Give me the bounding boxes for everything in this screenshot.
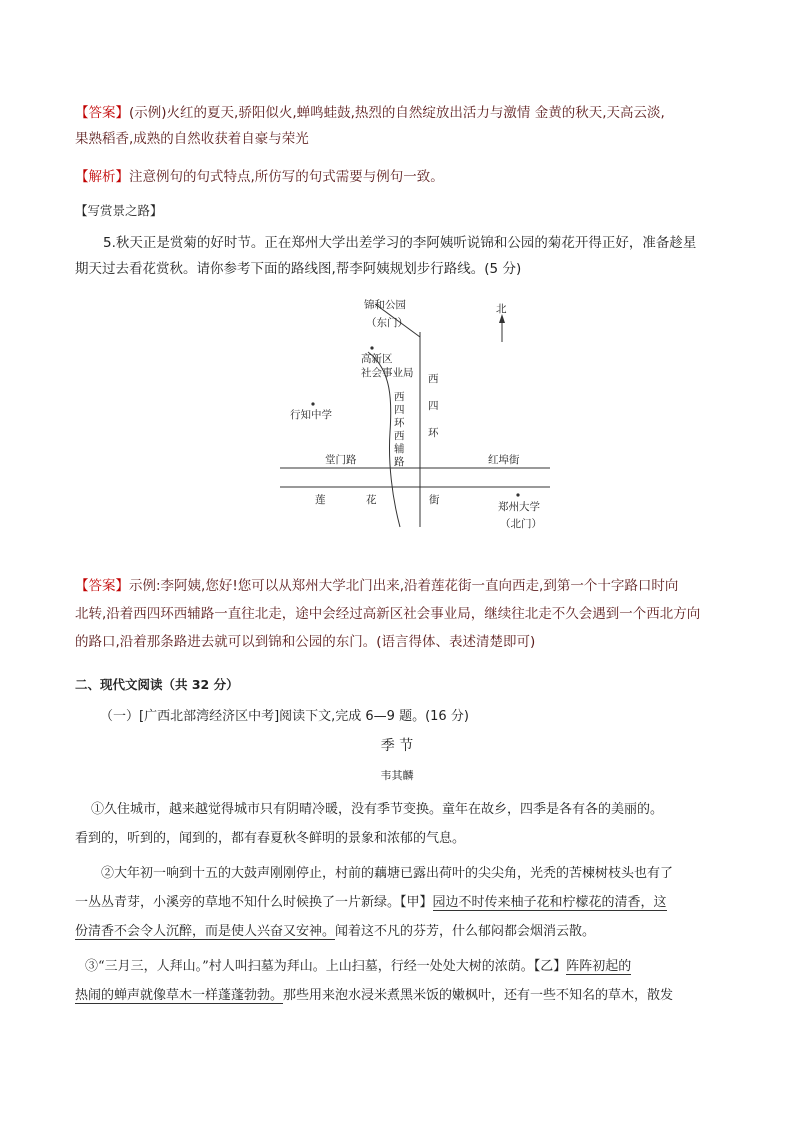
paragraph-2-line1: ②大年初一响到十五的大鼓声刚刚停止，村前的藕塘已露出荷叶的尖尖角，光秃的苦楝树枝头也有了 bbox=[101, 866, 674, 881]
paragraph-3-line1-text: ③“三月三，人拜山。”村人叫扫墓为拜山。上山扫墓，行经一处处大树的浓荫。【乙】 bbox=[85, 959, 567, 974]
paragraph-3-line1 bbox=[75, 952, 725, 981]
lianhua-char-2: 花 bbox=[366, 494, 377, 506]
frontage-char-1: 西 bbox=[394, 391, 405, 403]
park-name-label: 锦和公园 bbox=[364, 299, 406, 311]
q4-analysis bbox=[75, 164, 725, 190]
answer-text-line1: 示例:李阿姨,您好!您可以从郑州大学北门出来,沿着莲花街一直向西走,到第一个十字路口时向 bbox=[129, 578, 679, 594]
paragraph-1-line1: ①久住城市，越来越觉得城市只有阴晴冷暖，没有季节变换。童年在故乡，四季是各有各的美丽的。 bbox=[91, 802, 664, 817]
school-dot-icon bbox=[311, 402, 314, 405]
passage-title: 季 节 bbox=[380, 738, 414, 754]
frontage-char-2: 四 bbox=[394, 404, 405, 416]
sentence-jia-part1: 园边不时传来柚子花和柠檬花的清香，这 bbox=[432, 895, 667, 910]
university-name-label: 郑州大学 bbox=[498, 501, 540, 513]
passage-author: 韦其麟 bbox=[380, 769, 414, 782]
paragraph-2-line3 bbox=[75, 917, 725, 946]
sentence-yi-part2: 热闹的蝉声就像草木一样蓬蓬勃勃。 bbox=[75, 988, 284, 1003]
answer-text-line2: 果熟稻香,成熟的自然收获着自豪与荣光 bbox=[75, 131, 309, 147]
answer-text-line1: (示例)火红的夏天,骄阳似火,蝉鸣蛙鼓,热烈的自然绽放出活力与激情 金黄的秋天,天高云淡, bbox=[129, 105, 665, 121]
frontage-char-4: 西 bbox=[394, 430, 405, 442]
section-heading: 【写赏景之路】 bbox=[75, 203, 163, 218]
question-5-line1: 5.秋天正是赏菊的好时节。正在郑州大学出差学习的李阿姨听说锦和公园的菊花开得正好，准备趁星 bbox=[103, 235, 697, 251]
analysis-tag: 【解析】 bbox=[75, 169, 129, 185]
paragraph-1-line2: 看到的，听到的，闻到的，都有春夏秋冬鲜明的景象和浓郁的气息。 bbox=[75, 831, 466, 846]
sentence-jia-part2: 份清香不会令人沉醉，而是使人兴奋又安神。 bbox=[75, 924, 336, 939]
part2-heading: 二、现代文阅读（共 32 分） bbox=[75, 677, 239, 692]
q4-answer bbox=[75, 100, 725, 152]
route-map bbox=[280, 292, 550, 542]
paragraph-2-line3-text: 闻着这不凡的芬芳，什么郁闷都会烟消云散。 bbox=[335, 924, 596, 939]
passage-intro: （一）[广西北部湾经济区中考]阅读下文,完成 6—9 题。(16 分) bbox=[100, 709, 469, 724]
lianhua-char-1: 莲 bbox=[315, 494, 326, 506]
sentence-yi-part1: 阵阵初起的 bbox=[566, 959, 632, 974]
analysis-text: 注意例句的句式特点,所仿写的句式需要与例句一致。 bbox=[129, 169, 444, 185]
bureau-label-line2: 社会事业局 bbox=[361, 367, 414, 379]
answer-text-line3: 的路口,沿着那条路进去就可以到锦和公园的东门。(语言得体、表述清楚即可) bbox=[75, 634, 536, 650]
question-5 bbox=[75, 230, 725, 282]
answer-tag: 【答案】 bbox=[75, 105, 129, 121]
paragraph-2-line2-text: 一丛丛青芽，小溪旁的草地不知什么时候换了一片新绿。【甲】 bbox=[75, 895, 433, 910]
hongfu-street-label: 红埠街 bbox=[488, 454, 520, 466]
answer-text-line2: 北转,沿着西四环西辅路一直往北走，途中会经过高新区社会事业局，继续往北走不久会遇到一个西北方向 bbox=[75, 606, 701, 622]
answer-tag: 【答案】 bbox=[75, 578, 129, 594]
frontage-char-5: 辅 bbox=[394, 443, 405, 455]
north-label: 北 bbox=[496, 303, 507, 315]
xisihuan-char-3: 环 bbox=[428, 427, 439, 439]
north-arrowhead-icon bbox=[499, 314, 505, 323]
bureau-dot-icon bbox=[370, 346, 373, 349]
university-dot-icon bbox=[516, 493, 519, 496]
lianhua-char-3: 街 bbox=[429, 494, 440, 506]
xisihuan-char-1: 西 bbox=[428, 373, 439, 385]
question-5-line2: 期天过去看花赏秋。请你参考下面的路线图,帮李阿姨规划步行路线。(5 分) bbox=[75, 261, 522, 277]
paragraph-3-line2 bbox=[75, 981, 725, 1010]
xisihuan-char-2: 四 bbox=[428, 400, 439, 412]
school-label: 行知中学 bbox=[290, 409, 332, 421]
q5-answer bbox=[75, 573, 725, 655]
bureau-label-line1: 高新区 bbox=[361, 353, 393, 365]
park-gate-label: （东门） bbox=[366, 317, 408, 329]
tangmen-road-label: 堂门路 bbox=[325, 454, 357, 466]
passage-body bbox=[75, 795, 725, 1010]
paragraph-2-line2 bbox=[75, 888, 725, 917]
paragraph-3-line2-text: 那些用来泡水浸米煮黑米饭的嫩枫叶，还有一些不知名的草木，散发 bbox=[283, 988, 674, 1003]
frontage-char-3: 环 bbox=[394, 417, 405, 429]
university-gate-label: （北门） bbox=[500, 518, 542, 530]
frontage-char-6: 路 bbox=[394, 456, 405, 468]
